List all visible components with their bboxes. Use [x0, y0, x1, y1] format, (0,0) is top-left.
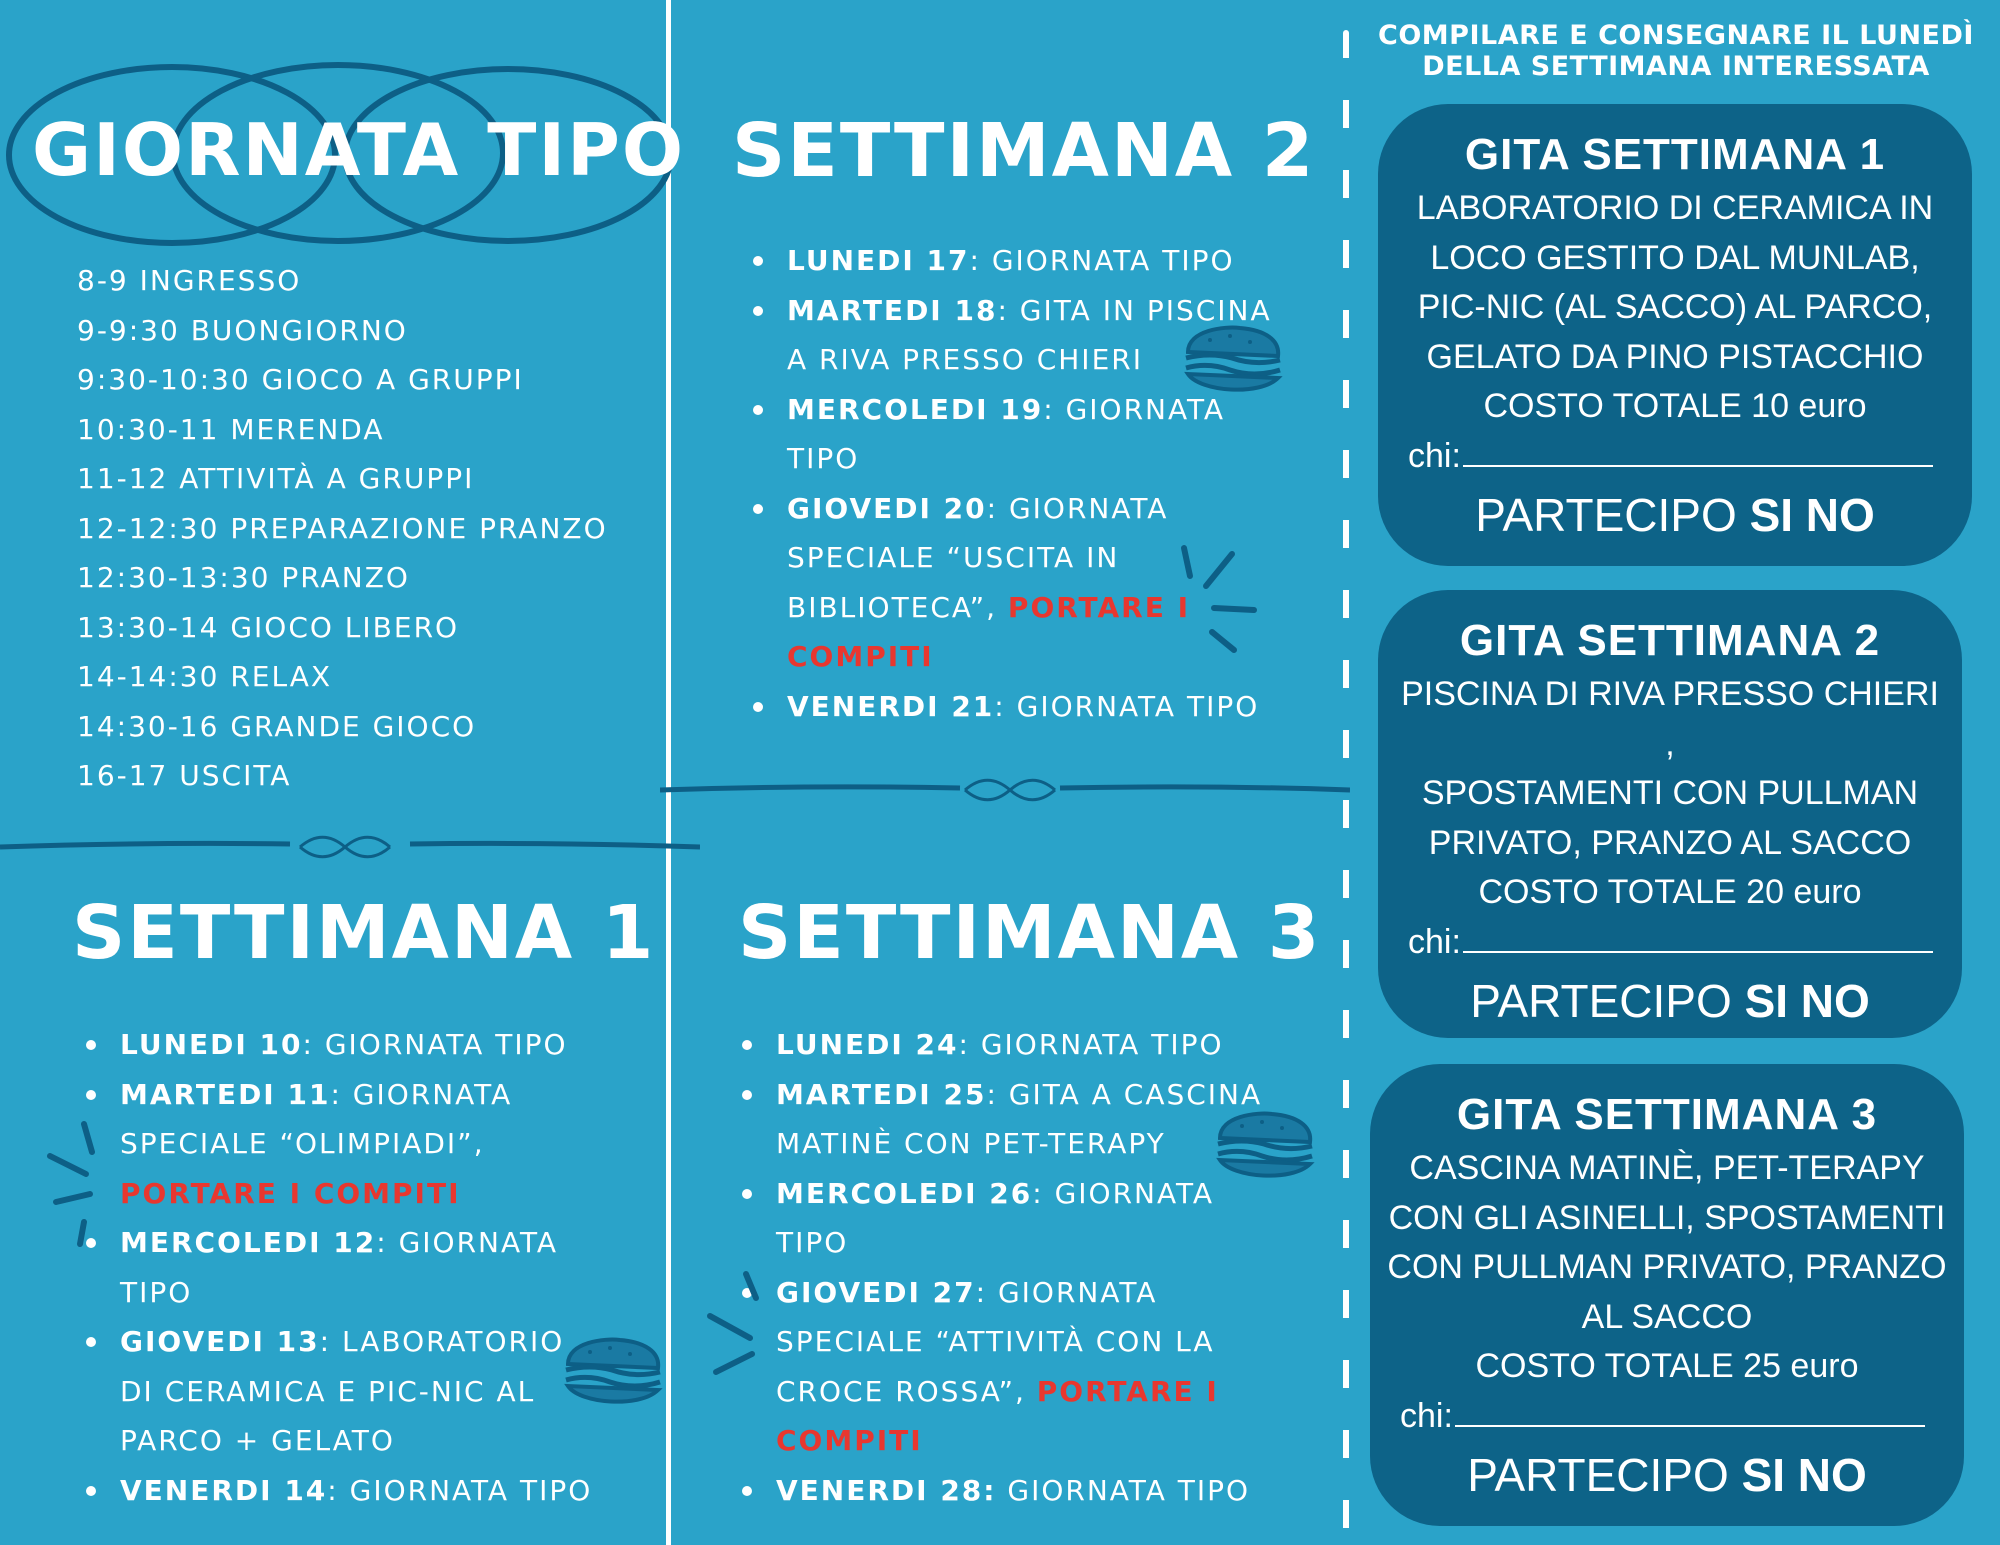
schedule-item: 10:30-11 MERENDA [77, 412, 385, 446]
ornament-divider-left [0, 832, 700, 862]
schedule-item: 13:30-14 GIOCO LIBERO [77, 610, 460, 644]
schedule-item: 16-17 USCITA [77, 759, 292, 792]
instructions-note [1366, 20, 1986, 82]
schedule-item: 11-12 ATTIVITÀ A GRUPPI [77, 462, 475, 495]
day-label: LUNEDI 24 [776, 1028, 959, 1061]
participation-choice [1378, 973, 1962, 1029]
day-activity: : GIORNATA TIPO [958, 1028, 1224, 1061]
list-item [776, 1466, 1296, 1516]
list-item [120, 1317, 590, 1466]
day-activity: : GITA IN PISCINA A RIVA PRESSO CHIERI [787, 293, 1272, 376]
schedule-list [77, 256, 608, 801]
settimana-3-title: SETTIMANA 3 [738, 890, 1322, 976]
who-field[interactable] [1370, 1392, 1964, 1442]
homework-note: PORTARE I COMPITI [776, 1374, 1219, 1457]
who-label: chi: [1408, 922, 1461, 961]
list-item [787, 484, 1217, 682]
settimana-2-title: SETTIMANA 2 [732, 108, 1316, 194]
trip-description [1378, 184, 1972, 432]
trip-description-line: COSTO TOTALE 25 euro [1475, 1347, 1859, 1385]
participation-choice [1370, 1447, 1964, 1503]
day-activity: : GIORNATA SPECIALE “USCITA IN BIBLIOTECA”, [787, 491, 1169, 624]
schedule-item: 14-14:30 RELAX [77, 660, 333, 693]
who-label: chi: [1408, 436, 1461, 475]
settimana-1-list [120, 1020, 640, 1515]
trip-description [1378, 670, 1962, 918]
emphasis-marks-icon [700, 1268, 780, 1408]
trip-description-line: AL SACCO [1581, 1297, 1753, 1336]
day-label: VENERDI 28: [776, 1473, 997, 1507]
list-item [120, 1466, 640, 1516]
trip-description-line: LOCO GESTITO DAL MUNLAB, [1430, 238, 1920, 277]
trip-card-week-3 [1370, 1064, 1964, 1526]
day-label: LUNEDI 10 [120, 1028, 303, 1061]
homework-note: PORTARE I COMPITI [787, 590, 1190, 673]
list-item [120, 1020, 640, 1070]
day-label: VENERDI 14 [120, 1473, 328, 1507]
trip-description-line: COSTO TOTALE 10 euro [1483, 387, 1867, 425]
schedule-item: 12:30-13:30 PRANZO [77, 561, 410, 594]
trip-description-line: PISCINA DI RIVA PRESSO CHIERI , [1401, 675, 1939, 763]
day-activity: : GIORNATA SPECIALE “ATTIVITÀ CON LA CROCE ROSSA”, [776, 1275, 1215, 1408]
instructions-line: COMPILARE E CONSEGNARE IL LUNEDÌ [1378, 20, 1974, 51]
day-label: MARTEDI 18 [787, 293, 998, 327]
list-item [776, 1268, 1256, 1466]
list-item [776, 1169, 1236, 1268]
list-item [787, 682, 1287, 732]
day-activity: : LABORATORIO DI CERAMICA E PIC-NIC AL PARCO + GELATO [120, 1325, 565, 1457]
settimana-3-list [776, 1020, 1296, 1515]
homework-note: PORTARE I COMPITI [120, 1176, 461, 1210]
trip-description-line: CON GLI ASINELLI, SPOSTAMENTI [1388, 1198, 1946, 1237]
trip-title: GITA SETTIMANA 1 [1464, 130, 1886, 179]
trip-description-line: SPOSTAMENTI CON PULLMAN [1421, 774, 1919, 812]
who-blank-line[interactable] [1463, 925, 1933, 953]
day-label: MARTEDI 11 [120, 1077, 331, 1111]
day-activity: : GIORNATA TIPO [776, 1176, 1215, 1259]
instructions-line: DELLA SETTIMANA INTERESSATA [1422, 51, 1930, 82]
day-label: MARTEDI 25 [776, 1077, 987, 1111]
day-label: MERCOLEDI 12 [120, 1226, 377, 1259]
day-label: GIOVEDI 20 [787, 491, 987, 525]
emphasis-marks-icon [1170, 540, 1260, 660]
who-field[interactable] [1378, 432, 1972, 482]
list-item [120, 1218, 560, 1317]
trip-card-week-2 [1378, 590, 1962, 1038]
list-item [787, 385, 1287, 484]
yes-no-options[interactable]: SI NO [1749, 489, 1875, 541]
trip-description-line: COSTO TOTALE 20 euro [1478, 873, 1862, 911]
giornata-tipo-title: GIORNATA TIPO [32, 108, 686, 192]
day-label: LUNEDI 17 [787, 244, 970, 277]
trip-description-line: CASCINA MATINÈ, PET-TERAPY [1409, 1149, 1925, 1187]
day-activity: : GIORNATA SPECIALE “OLIMPIADI”, [120, 1077, 513, 1160]
day-activity: GIORNATA TIPO [996, 1473, 1251, 1507]
participate-label: PARTECIPO [1470, 975, 1732, 1027]
trip-title: GITA SETTIMANA 3 [1456, 1090, 1878, 1139]
participation-choice [1378, 487, 1972, 543]
settimana-1-title: SETTIMANA 1 [72, 890, 656, 976]
day-activity: : GIORNATA TIPO [302, 1028, 568, 1061]
day-label: GIOVEDI 27 [776, 1275, 976, 1309]
yes-no-options[interactable]: SI NO [1741, 1449, 1867, 1501]
participate-label: PARTECIPO [1467, 1449, 1729, 1501]
day-activity: : GIORNATA TIPO [787, 392, 1226, 475]
schedule-item: 14:30-16 GRANDE GIOCO [77, 709, 477, 743]
day-activity: : GIORNATA TIPO [969, 244, 1235, 277]
day-activity: : GITA A CASCINA MATINÈ CON PET-TERAPY [776, 1077, 1263, 1160]
participate-label: PARTECIPO [1475, 489, 1737, 541]
trip-description-line: CON PULLMAN PRIVATO, PRANZO [1387, 1248, 1947, 1286]
emphasis-marks-icon [44, 1120, 104, 1250]
sandwich-icon [1180, 322, 1286, 398]
day-label: MERCOLEDI 26 [776, 1176, 1033, 1210]
day-activity: : GIORNATA TIPO [327, 1473, 593, 1507]
day-label: GIOVEDI 13 [120, 1325, 320, 1358]
who-field[interactable] [1378, 918, 1962, 968]
day-activity: : GIORNATA TIPO [120, 1226, 559, 1309]
list-item [787, 236, 1287, 286]
day-label: VENERDI 21 [787, 689, 995, 723]
who-blank-line[interactable] [1463, 439, 1933, 467]
day-label: MERCOLEDI 19 [787, 392, 1044, 426]
trip-title: GITA SETTIMANA 2 [1459, 616, 1881, 665]
sandwich-icon [1212, 1108, 1318, 1184]
schedule-item: 9-9:30 BUONGIORNO [77, 313, 408, 347]
ornament-divider-middle [660, 775, 1350, 805]
yes-no-options[interactable]: SI NO [1744, 975, 1870, 1027]
who-label: chi: [1400, 1396, 1453, 1435]
trip-description-line: GELATO DA PINO PISTACCHIO [1426, 337, 1924, 376]
trip-card-week-1 [1378, 104, 1972, 566]
trip-description-line: PRIVATO, PRANZO AL SACCO [1428, 823, 1912, 862]
sandwich-icon [560, 1334, 666, 1410]
day-activity: : GIORNATA TIPO [994, 689, 1260, 723]
list-item [120, 1070, 560, 1219]
schedule-item: 9:30-10:30 GIOCO A GRUPPI [77, 363, 524, 396]
schedule-item: 12-12:30 PREPARAZIONE PRANZO [77, 511, 608, 545]
schedule-item: 8-9 INGRESSO [77, 264, 302, 297]
trip-description-line: LABORATORIO DI CERAMICA IN [1416, 189, 1934, 227]
trip-description-line: PIC-NIC (AL SACCO) AL PARCO, [1417, 288, 1933, 326]
list-item [776, 1020, 1296, 1070]
list-item [776, 1070, 1276, 1169]
who-blank-line[interactable] [1455, 1399, 1925, 1427]
trip-description [1370, 1144, 1964, 1392]
